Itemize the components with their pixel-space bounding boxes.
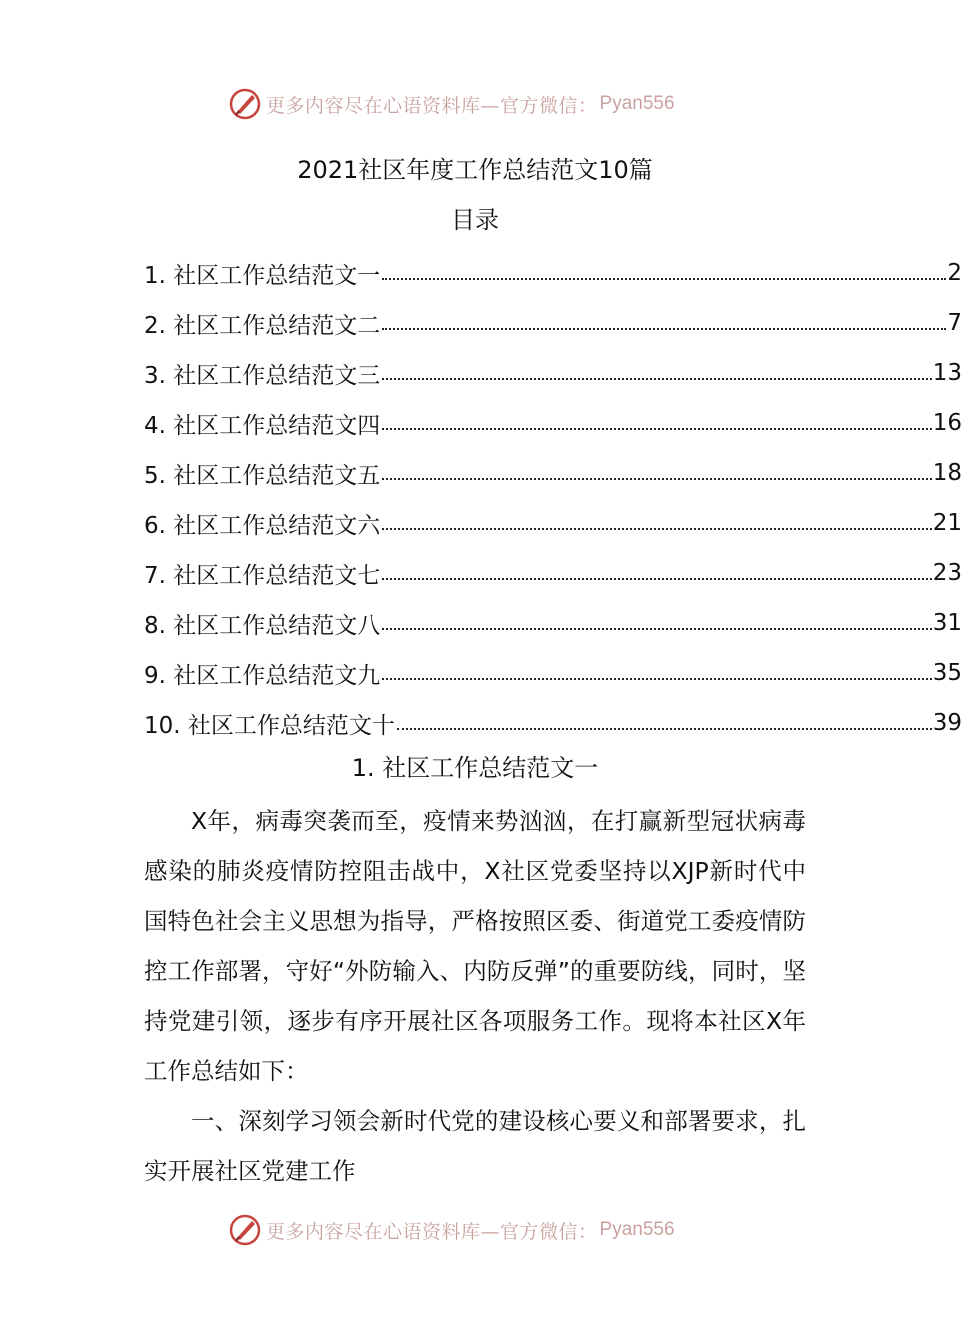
toc-entry-label: 2. 社区工作总结范文二 <box>144 312 381 339</box>
toc-entry[interactable] <box>144 248 962 298</box>
toc-heading: 目录 <box>451 206 499 234</box>
watermark-text: 更多内容尽在心语资料库—官方微信： <box>266 94 598 117</box>
toc-entry[interactable] <box>144 498 962 548</box>
toc-entry-page: 2 <box>947 260 962 286</box>
toc-entry[interactable] <box>144 448 962 498</box>
toc-dot-leader <box>382 378 931 380</box>
toc-entry-label: 10. 社区工作总结范文十 <box>144 712 395 739</box>
watermark-banner-top <box>228 86 675 122</box>
toc-entry[interactable] <box>144 548 962 598</box>
toc-dot-leader <box>382 578 931 580</box>
toc-entry[interactable] <box>144 598 962 648</box>
toc-entry-label: 9. 社区工作总结范文九 <box>144 662 381 689</box>
toc-entry-page: 13 <box>932 360 962 386</box>
toc-entry-label: 4. 社区工作总结范文四 <box>144 412 381 439</box>
quill-pen-logo-icon <box>228 1213 262 1247</box>
paragraph: 一、深刻学习领会新时代党的建设核心要义和部署要求，扎实开展社区党建工作 <box>144 1107 806 1185</box>
watermark-text: 更多内容尽在心语资料库—官方微信： <box>266 1220 598 1243</box>
toc-entry-page: 21 <box>932 510 962 536</box>
toc-entry[interactable] <box>144 398 962 448</box>
toc-entry-label: 6. 社区工作总结范文六 <box>144 512 381 539</box>
toc-entry[interactable] <box>144 298 962 348</box>
toc-dot-leader <box>382 428 931 430</box>
toc-entry[interactable] <box>144 348 962 398</box>
toc-entry-page: 18 <box>932 460 962 486</box>
toc-dot-leader <box>382 278 946 280</box>
toc-dot-leader <box>382 528 931 530</box>
document-title: 2021社区年度工作总结范文10篇 <box>297 156 653 184</box>
toc-entry-page: 23 <box>932 560 962 586</box>
toc-entry-label: 5. 社区工作总结范文五 <box>144 462 381 489</box>
toc-dot-leader <box>382 628 931 630</box>
toc-entry-page: 7 <box>947 310 962 336</box>
toc-dot-leader <box>382 328 946 330</box>
toc-entry-page: 35 <box>932 660 962 686</box>
toc-entry-page: 39 <box>932 710 962 736</box>
toc-entry-label: 8. 社区工作总结范文八 <box>144 612 381 639</box>
toc-entry[interactable] <box>144 698 962 748</box>
toc-entry-label: 7. 社区工作总结范文七 <box>144 562 381 589</box>
section-title: 1. 社区工作总结范文一 <box>351 754 599 782</box>
table-of-contents <box>144 248 962 748</box>
watermark-banner-bottom <box>228 1212 675 1248</box>
toc-entry-label: 3. 社区工作总结范文三 <box>144 362 381 389</box>
body-text <box>144 796 806 1196</box>
paragraph: X年，病毒突袭而至，疫情来势汹汹，在打赢新型冠状病毒感染的肺炎疫情防控阻击战中，X社区党委坚持以XJP新时代中国特色社会主义思想为指导，严格按照区委、街道党工委疫情防控工作部署，守好“外防输入、内防反弹”的重要防线，同时，坚持党建引领，逐步有序开展社区各项服务工作。现将本社区X年工作总结如下： <box>144 807 806 1085</box>
toc-dot-leader <box>397 728 932 730</box>
toc-entry[interactable] <box>144 648 962 698</box>
watermark-wechat-id: Pyan556 <box>599 1219 675 1240</box>
toc-entry-label: 1. 社区工作总结范文一 <box>144 262 381 289</box>
quill-pen-logo-icon <box>228 87 262 121</box>
toc-dot-leader <box>382 478 931 480</box>
toc-entry-page: 16 <box>932 410 962 436</box>
watermark-wechat-id: Pyan556 <box>599 93 675 114</box>
toc-entry-page: 31 <box>932 610 962 636</box>
toc-dot-leader <box>382 678 931 680</box>
